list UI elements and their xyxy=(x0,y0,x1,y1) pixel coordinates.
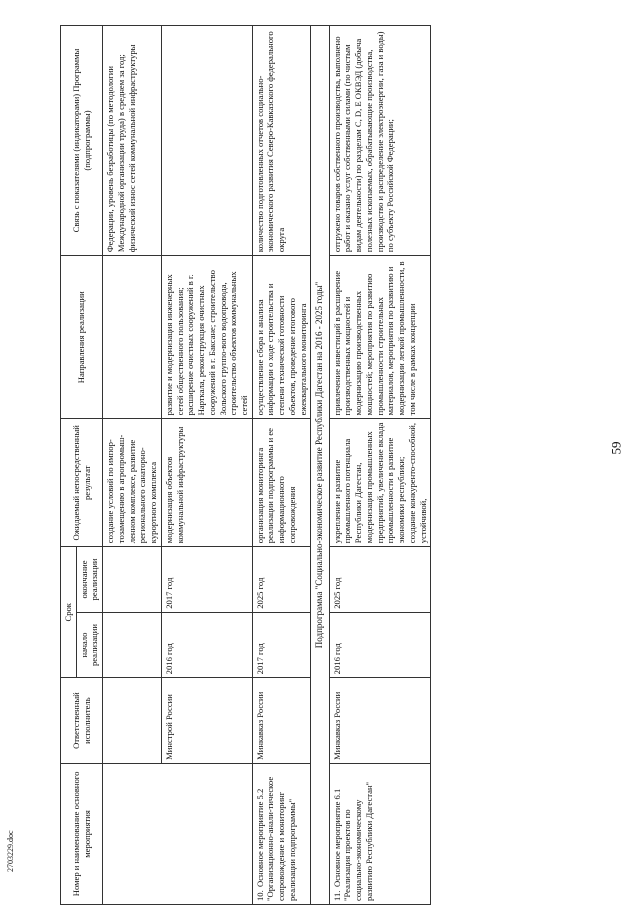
subprogram-title: Подпрограмма "Социально-экономическое развитие Республики Дагестан на 2016 - 2025 годы" xyxy=(311,26,329,905)
cell-result: создание условий по импор-тозамещению в агропромыш-ленном комплексе, развитие регионального санаторно-курортного комплекса xyxy=(103,419,162,547)
cell-directions: развитие и модернизация инженерных сетей общественного пользования; расширение очистных сооружений в г. Нарткала, реконструкция очистных сооружений в г. Баксане; строительство Зольского группо-вого водопровода, строительство объектов коммунальных сетей xyxy=(161,256,252,419)
cell-name xyxy=(252,763,311,904)
cell-executor: Минкавказ России xyxy=(252,678,311,764)
cell-start: 2017 год xyxy=(252,612,311,678)
cell-name xyxy=(329,763,431,904)
table-row-continuation xyxy=(103,26,162,905)
cell-end: 2025 год xyxy=(252,547,311,613)
row-name: Основное мероприятие 5.2 "Организационно-анали-тическое сопровождение и мониторинг реализации подпрограммы" xyxy=(254,776,297,901)
cell-result: организация мониторинга реализации подпрограммы и ее информационного сопровождения xyxy=(252,419,311,547)
table-row-10 xyxy=(252,26,311,905)
row-number: 11. xyxy=(331,890,342,901)
header-executor: Ответственный исполнитель xyxy=(61,678,103,764)
header-name: Номер и наименование основного мероприятия xyxy=(61,763,103,904)
cell-link: количество подготовленных отчетов социально-экономического развития Северо-Кавказского федерального округа xyxy=(252,26,311,256)
header-result: Ожидаемый непосредственный результат xyxy=(61,419,103,547)
table-canvas xyxy=(60,0,580,905)
cell-end: 2017 год xyxy=(161,547,252,613)
row-name: Основное мероприятие 6.1 "Реализация проектов по социально-экономическому развитию Республики Дагестан" xyxy=(331,781,374,901)
header-term: Срок xyxy=(61,547,77,678)
header-start: начало реализации xyxy=(76,612,102,678)
cell-start: 2016 год xyxy=(329,612,431,678)
table-row-minstroy xyxy=(161,26,252,905)
page-number: 59 xyxy=(608,441,624,455)
cell-link: отгружено товаров собственного производства, выполнено работ и оказано услуг собственными силами (по чистым видам деятельности) по разделам C, D, E ОКВЭД (добыча полезных ископаемых, обрабатывающие производства, производство и распределение электроэнергии, газа и воды) по субъекту Российской Федерации; xyxy=(329,26,431,256)
cell-link: Федерации, уровень безработицы (по методологии Международной организации труда) в среднем за год; физический износ сетей коммунальной инфраструктуры xyxy=(103,26,162,256)
header-end: окончание реализации xyxy=(76,547,102,613)
cell-result: укрепление и развитие промышленного потенциала Республики Дагестан, модернизация промышленных предприятий, увеличение вклада промышленности в развитие экономики республики; создание конкуренто-способной, устойчивой, xyxy=(329,419,431,547)
cell-directions: осуществление сбора и анализа информации о ходе строительства и степени технической готовности объектов, проведение итогового ежеквартального мониторинга xyxy=(252,256,311,419)
doc-footer: 2703229.doc xyxy=(6,830,15,872)
header-directions: Направления реализации xyxy=(61,256,103,419)
row-number: 10. xyxy=(254,890,265,901)
cell-directions: привлечение инвестиций в расширение производственных мощностей и модернизацию производственных мощностей; мероприятия по развитию промышленности строительных материалов, мероприятия по развитию и модернизации легкой промышленности, в том числе в рамках концепции xyxy=(329,256,431,419)
table-row-11 xyxy=(329,26,431,905)
cell-executor: Минстрой России xyxy=(161,678,252,764)
cell-executor: Минкавказ России xyxy=(329,678,431,764)
header-link: Связь с показателями (индикаторами) Программы (подпрограммы) xyxy=(61,26,103,256)
rotated-table-frame xyxy=(60,25,580,905)
subprogram-band xyxy=(311,26,329,905)
program-table xyxy=(60,25,431,905)
cell-result: модернизация объектов коммунальной инфраструктуры xyxy=(161,419,252,547)
cell-start: 2016 год xyxy=(161,612,252,678)
cell-end: 2025 год xyxy=(329,547,431,613)
